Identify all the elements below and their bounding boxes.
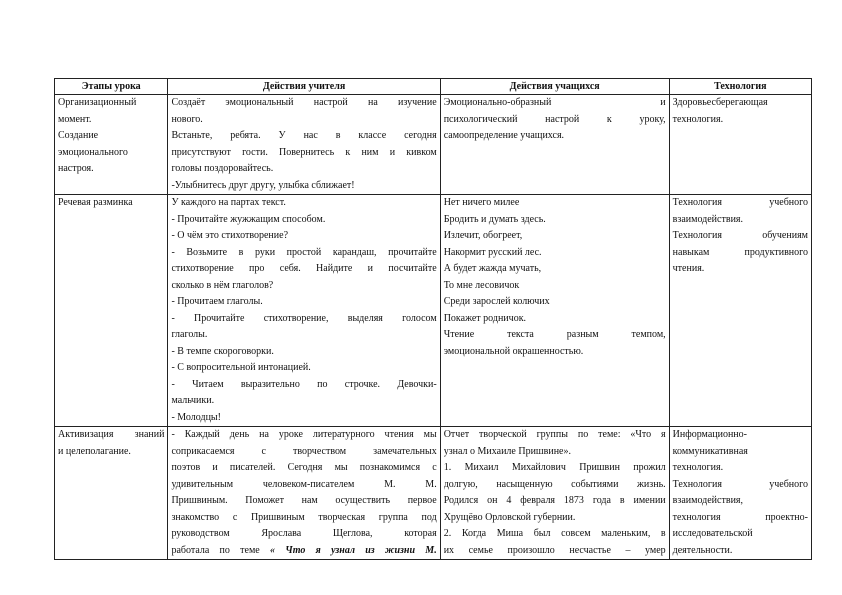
poem-line: Бродить и думать здесь. xyxy=(443,213,546,225)
cell-line: Создание xyxy=(58,130,99,141)
poem-line: Покажет родничок. xyxy=(443,312,527,324)
cell-line: момент. xyxy=(58,113,92,125)
cell-line xyxy=(171,543,436,560)
stage-cell xyxy=(55,427,168,560)
cell-line: деятельности. xyxy=(672,544,733,556)
cell-line: головы поздоровайтесь. xyxy=(171,163,274,174)
cell-line: чтения. xyxy=(672,263,705,274)
cell-line: - С вопросительной интонацией. xyxy=(171,362,311,373)
cell-line: удивительным человеком-писателем М. М. xyxy=(171,478,437,490)
technology-cell xyxy=(669,195,811,427)
cell-line: коммуникативная xyxy=(672,445,748,457)
topic-prefix: работала по теме xyxy=(171,544,260,556)
cell-line: - Возьмите в руки простой карандаш, прочитайте xyxy=(171,246,437,258)
cell-line: Речевая разминка xyxy=(58,197,133,208)
cell-line: Технология обучениям xyxy=(672,230,808,241)
poem-line: Среди зарослей колючих xyxy=(443,296,550,307)
cell-line: Технология учебного xyxy=(672,197,808,208)
cell-line: 1. Михаил Михайлович Пришвин прожил xyxy=(443,462,666,473)
header-teacher-actions: Действия учителя xyxy=(168,79,440,95)
cell-line: - О чём это стихотворение? xyxy=(171,230,289,241)
students-cell xyxy=(440,195,669,427)
cell-line: исследовательской xyxy=(672,528,753,539)
cell-line: - Прочитайте стихотворение, выделяя голосом xyxy=(171,312,437,324)
cell-line: и целеполагание. xyxy=(58,445,131,457)
cell-line: Чтение текста разным темпом, xyxy=(443,329,666,340)
header-stages: Этапы урока xyxy=(55,79,168,95)
table-header-row xyxy=(55,79,812,95)
cell-line: соприкасаемся с творчеством замечательных xyxy=(171,445,437,457)
cell-line: психологический настрой к уроку, xyxy=(443,113,666,125)
cell-line: Создаёт эмоциональный настрой на изучение xyxy=(171,97,437,108)
students-cell xyxy=(440,427,669,560)
header-technology: Технология xyxy=(669,79,811,95)
cell-line: технология проектно- xyxy=(672,511,808,523)
cell-line: Родился он 4 февраля 1873 года в имении xyxy=(443,495,666,506)
cell-line: технология. xyxy=(672,462,724,473)
students-cell-clip xyxy=(444,427,666,559)
cell-line: Организационный xyxy=(58,97,137,108)
cell-line: Активизация знаний xyxy=(58,429,165,440)
cell-line: глаголы. xyxy=(171,329,208,340)
cell-line: стихотворение про себя. Найдите и посчитайте xyxy=(171,263,437,274)
cell-line: сколько в нём глаголов? xyxy=(171,279,274,291)
cell-line: Технология учебного xyxy=(672,478,808,490)
poem-line: Нет ничего милее xyxy=(443,197,520,208)
poem-line: То мне лесовичок xyxy=(443,279,520,291)
cell-line: эмоционального xyxy=(58,146,128,158)
table-row xyxy=(55,195,812,427)
topic-italic: « Что я узнал из жизни М. xyxy=(270,544,437,556)
cell-line: взаимодействия. xyxy=(672,213,744,225)
table-row xyxy=(55,95,812,195)
cell-line: У каждого на партах текст. xyxy=(171,197,286,208)
teacher-cell xyxy=(168,95,440,195)
cell-line: нового. xyxy=(171,113,203,125)
cell-line: - Читаем выразительно по строчке. Девочки- xyxy=(171,378,437,390)
cell-line: - Прочитаем глаголы. xyxy=(171,296,263,307)
poem-line: Излечит, обогреет, xyxy=(443,230,523,241)
cell-line: узнал о Михаиле Пришвине». xyxy=(443,445,571,457)
cell-line: взаимодействия, xyxy=(672,495,744,506)
cell-line: самоопределение учащихся. xyxy=(443,130,565,141)
poem-line: Накормит русский лес. xyxy=(443,246,542,258)
cell-line: Эмоционально-образный и xyxy=(443,97,666,108)
cell-line: их семье произошло несчастье – умер xyxy=(443,544,666,556)
teacher-cell xyxy=(168,195,440,427)
technology-cell xyxy=(669,427,811,560)
cell-line: Здоровьесберегающая xyxy=(672,97,768,108)
cell-line: Информационно- xyxy=(672,429,747,440)
cell-line: мальчики. xyxy=(171,395,215,406)
teacher-cell xyxy=(168,427,440,560)
cell-line: навыкам продуктивного xyxy=(672,246,808,258)
cell-line: - Молодцы! xyxy=(171,411,221,423)
cell-line: знакомство с Пришвиным творческая группа под xyxy=(171,511,437,523)
cell-line: Хрущёво Орловской губернии. xyxy=(443,511,576,523)
students-cell xyxy=(440,95,669,195)
teacher-cell-clip xyxy=(171,427,436,559)
cell-line: технология. xyxy=(672,113,724,125)
stage-cell xyxy=(55,95,168,195)
cell-line: руководством Ярослава Щеглова, которая xyxy=(171,528,437,539)
cell-line: - Каждый день на уроке литературного чтения мы xyxy=(171,429,437,440)
cell-line: - В темпе скороговорки. xyxy=(171,345,274,357)
cell-line: -Улыбнитесь друг другу, улыбка сближает! xyxy=(171,179,355,191)
cell-line: поэтов и писателей. Сегодня мы познакомимся с xyxy=(171,462,437,473)
table-row xyxy=(55,427,812,560)
header-student-actions: Действия учащихся xyxy=(440,79,669,95)
cell-line: Отчет творческой группы по теме: «Что я xyxy=(443,429,666,440)
stage-cell xyxy=(55,195,168,427)
cell-line: эмоциональной окрашенностью. xyxy=(443,345,584,357)
cell-line: Пришвиным. Поможет нам осуществить первое xyxy=(171,495,437,506)
poem-line: А будет жажда мучать, xyxy=(443,263,542,274)
cell-line: Встаньте, ребята. У нас в классе сегодня xyxy=(171,130,437,141)
cell-line: - Прочитайте жужжащим способом. xyxy=(171,213,326,225)
cell-line: настроя. xyxy=(58,163,94,174)
lesson-plan-table xyxy=(54,78,812,560)
cell-line: 2. Когда Миша был совсем маленьким, в xyxy=(443,528,666,539)
technology-cell xyxy=(669,95,811,195)
cell-line: присутствуют гости. Повернитесь к ним и кивком xyxy=(171,146,437,158)
cell-line: долгую, насыщенную событиями жизнь. xyxy=(443,478,666,490)
